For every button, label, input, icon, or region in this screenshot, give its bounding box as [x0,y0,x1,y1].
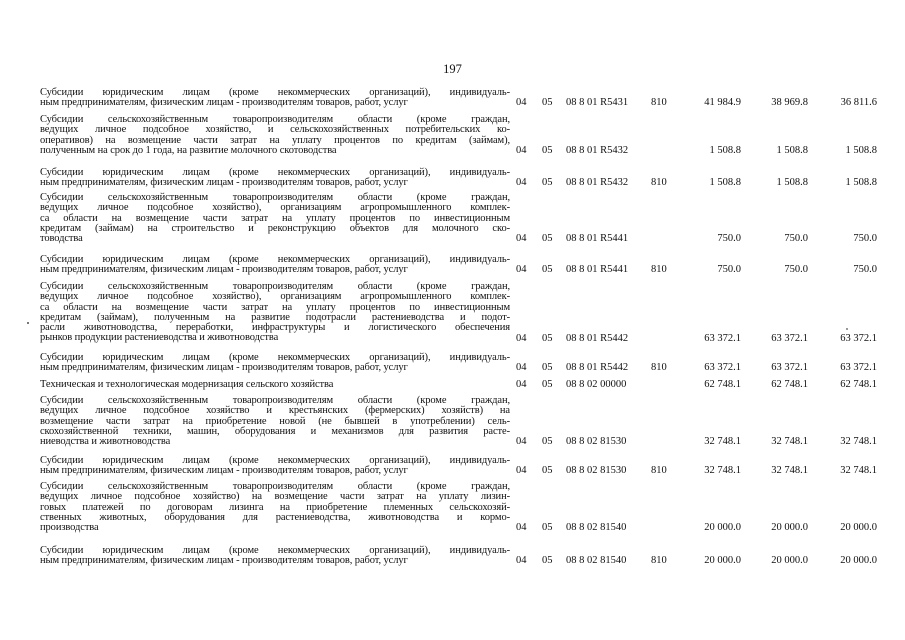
description-line: ведущих личное подсобное хозяйство, и сельскохозяйственных потребительских ко- [40,124,510,136]
amount-year-1: 32 748.1 [704,436,741,448]
description-line: ведущих личное подсобное хозяйство) на возмещение части затрат на уплату лизин- [40,491,510,503]
expense-type-code: 810 [651,264,667,276]
amount-year-2: 63 372.1 [771,332,808,344]
row-description [40,456,510,477]
description-line: ведущих личное подсобное хозяйство), организациям агропромышленного комплек- [40,291,510,303]
description-line: полученным на срок до 1 года, на развитие молочного скотоводства [40,144,337,156]
description-line: скохозяйственной техники, машин, оборудования и механизмов для развития расте- [40,425,510,437]
row-description [40,88,510,109]
description-line: са области на возмещение части затрат на уплату процентов по инвестиционным [40,212,510,224]
target-article-code: 08 8 02 81530 [566,436,627,448]
section-code: 04 [516,97,527,109]
row-description [40,115,510,156]
section-code: 04 [516,177,527,189]
description-line: Субсидии сельскохозяйственным товаропроизводителям области (кроме граждан, [40,114,510,125]
subsection-code: 05 [542,264,553,276]
expense-type-code: 810 [651,555,667,567]
amount-year-2: 1 508.8 [776,177,808,189]
amount-year-2: 63 372.1 [771,362,808,374]
subsection-code: 05 [542,555,553,567]
amount-year-3: 63 372.1 [840,332,877,344]
row-description [40,193,510,244]
description-line: производства [40,522,99,534]
subsection-code: 05 [542,97,553,109]
amount-year-2: 38 969.8 [771,97,808,109]
description-line: Субсидии юридическим лицам (кроме некоммерческих организаций), индивидуаль- [40,545,510,556]
amount-year-1: 1 508.8 [709,144,741,156]
description-line: Субсидии юридическим лицам (кроме некоммерческих организаций), индивидуаль- [40,167,510,178]
row-description [40,380,510,390]
scan-speck [846,328,848,330]
section-code: 04 [516,522,527,534]
subsection-code: 05 [542,465,553,477]
section-code: 04 [516,144,527,156]
description-line: ным предпринимателям, физическим лицам - производителям товаров, работ, услуг [40,97,408,109]
expense-type-code: 810 [651,97,667,109]
description-line: возмещение части затрат на приобретение новой (не бывшей в употреблении) сель- [40,415,510,427]
section-code: 04 [516,362,527,374]
amount-year-3: 750.0 [853,264,877,276]
amount-year-1: 1 508.8 [709,177,741,189]
row-description [40,353,510,374]
amount-year-1: 750.0 [717,233,741,245]
amount-year-2: 1 508.8 [776,144,808,156]
section-code: 04 [516,436,527,448]
amount-year-1: 20 000.0 [704,555,741,567]
subsection-code: 05 [542,436,553,448]
amount-year-2: 32 748.1 [771,436,808,448]
section-code: 04 [516,555,527,567]
description-line: Субсидии юридическим лицам (кроме некоммерческих организаций), индивидуаль- [40,352,510,363]
section-code: 04 [516,465,527,477]
amount-year-3: 32 748.1 [840,436,877,448]
amount-year-3: 20 000.0 [840,522,877,534]
amount-year-3: 63 372.1 [840,362,877,374]
description-line: Субсидии сельскохозяйственным товаропроизводителям области (кроме граждан, [40,395,510,406]
amount-year-2: 750.0 [784,264,808,276]
description-line: ведущих личное подсобное хозяйство и крестьянских (фермерских) хозяйств) на [40,405,510,417]
amount-year-1: 32 748.1 [704,465,741,477]
amount-year-1: 750.0 [717,264,741,276]
section-code: 04 [516,332,527,344]
description-line: ным предпринимателям, физическим лицам - производителям товаров, работ, услуг [40,465,408,477]
subsection-code: 05 [542,522,553,534]
row-description [40,168,510,189]
amount-year-3: 750.0 [853,233,877,245]
row-description [40,482,510,533]
amount-year-3: 32 748.1 [840,465,877,477]
target-article-code: 08 8 01 R5442 [566,362,629,374]
page-number: 197 [443,62,462,76]
amount-year-1: 63 372.1 [704,362,741,374]
expense-type-code: 810 [651,177,667,189]
description-line: Субсидии юридическим лицам (кроме некоммерческих организаций), индивидуаль- [40,87,510,98]
section-code: 04 [516,379,527,390]
amount-year-1: 62 748.1 [704,379,741,390]
amount-year-3: 1 508.8 [845,177,877,189]
row-description [40,546,510,567]
description-line: Техническая и технологическая модернизация сельского хозяйства [40,379,334,390]
amount-year-2: 32 748.1 [771,465,808,477]
description-line: ным предпринимателям, физическим лицам - производителям товаров, работ, услуг [40,362,408,374]
description-line: Субсидии юридическим лицам (кроме некоммерческих организаций), индивидуаль- [40,455,510,466]
target-article-code: 08 8 01 R5432 [566,177,629,189]
amount-year-3: 1 508.8 [845,144,877,156]
row-description [40,396,510,447]
target-article-code: 08 8 01 R5431 [566,97,629,109]
amount-year-3: 36 811.6 [840,97,877,109]
amount-year-2: 20 000.0 [771,522,808,534]
description-line: са области на возмещение части затрат на уплату процентов по инвестиционным [40,301,510,313]
amount-year-1: 63 372.1 [704,332,741,344]
description-line: ственных животных, оборудования для растениеводства, животноводства и кормо- [40,511,510,523]
description-line: говых платежей по договорам лизинга на приобретение племенных сельскохозяй- [40,501,510,513]
description-line: расли животноводства, переработки, инфраструктуры и логистического обеспечения [40,322,510,334]
description-line: оперативов) на возмещение части затрат на уплату процентов по кредитам (займам), [40,134,510,146]
expense-type-code: 810 [651,465,667,477]
description-line: Субсидии сельскохозяйственным товаропроизводителям области (кроме граждан, [40,281,510,292]
target-article-code: 08 8 02 00000 [566,379,627,390]
section-code: 04 [516,233,527,245]
row-description [40,255,510,276]
amount-year-2: 62 748.1 [771,379,808,390]
description-line: рынков продукции растениеводства и животноводства [40,332,279,344]
target-article-code: 08 8 02 81540 [566,555,627,567]
description-line: Субсидии сельскохозяйственным товаропроизводителям области (кроме граждан, [40,192,510,203]
target-article-code: 08 8 02 81540 [566,522,627,534]
subsection-code: 05 [542,177,553,189]
expense-type-code: 810 [651,362,667,374]
subsection-code: 05 [542,233,553,245]
amount-year-2: 20 000.0 [771,555,808,567]
description-line: кредитам (займам), полученным на развитие подотрасли растениеводства и подот- [40,311,510,323]
amount-year-3: 20 000.0 [840,555,877,567]
description-line: товодства [40,233,83,245]
target-article-code: 08 8 02 81530 [566,465,627,477]
description-line: Субсидии сельскохозяйственным товаропроизводителям области (кроме граждан, [40,481,510,492]
subsection-code: 05 [542,362,553,374]
description-line: ным предпринимателям, физическим лицам - производителям товаров, работ, услуг [40,177,408,189]
target-article-code: 08 8 01 R5432 [566,144,629,156]
amount-year-1: 41 984.9 [704,97,741,109]
description-line: Субсидии юридическим лицам (кроме некоммерческих организаций), индивидуаль- [40,254,510,265]
target-article-code: 08 8 01 R5442 [566,332,629,344]
subsection-code: 05 [542,379,553,390]
description-line: ведущих личное подсобное хозяйство), организациям агропромышленного комплек- [40,202,510,214]
subsection-code: 05 [542,332,553,344]
amount-year-3: 62 748.1 [840,379,877,390]
target-article-code: 08 8 01 R5441 [566,233,629,245]
description-line: кредитам (займам) на строительство и реконструкцию объектов для молочного ско- [40,222,510,234]
row-description [40,282,510,344]
scan-speck [27,322,29,324]
subsection-code: 05 [542,144,553,156]
section-code: 04 [516,264,527,276]
amount-year-2: 750.0 [784,233,808,245]
description-line: ным предпринимателям, физическим лицам - производителям товаров, работ, услуг [40,264,408,276]
target-article-code: 08 8 01 R5441 [566,264,629,276]
description-line: ниеводства и животноводства [40,436,171,448]
amount-year-1: 20 000.0 [704,522,741,534]
description-line: ным предпринимателям, физическим лицам - производителям товаров, работ, услуг [40,555,408,567]
